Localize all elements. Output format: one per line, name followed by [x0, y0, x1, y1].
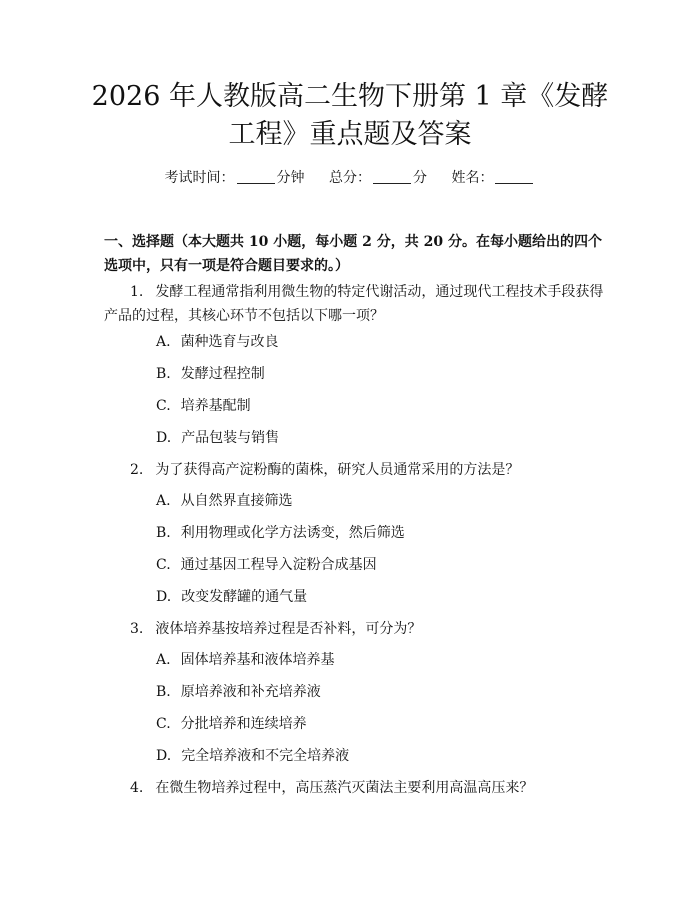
q3-option-c	[156, 714, 307, 734]
question-number: 4.	[130, 780, 144, 796]
option-letter: D.	[156, 748, 172, 764]
q1-option-c	[156, 396, 251, 416]
option-text: 完全培养液和不完全培养液	[181, 748, 350, 764]
option-text: 菌种选育与改良	[180, 334, 279, 350]
name-field	[451, 170, 535, 186]
option-letter: C.	[156, 716, 171, 732]
option-letter: B.	[156, 684, 171, 700]
total-score-field	[329, 170, 427, 186]
total-score-blank[interactable]	[373, 169, 411, 184]
question-1	[104, 280, 604, 328]
exam-info-line	[0, 168, 700, 188]
option-text: 改变发酵罐的通气量	[181, 589, 308, 605]
exam-time-field	[165, 170, 305, 186]
q1-option-a	[156, 332, 279, 352]
option-text: 分批培养和连续培养	[180, 716, 307, 732]
option-text: 通过基因工程导入淀粉合成基因	[180, 557, 377, 573]
option-letter: A.	[156, 334, 171, 350]
name-blank[interactable]	[495, 169, 533, 184]
exam-time-unit: 分钟	[276, 170, 305, 186]
q1-option-d	[156, 428, 279, 448]
question-2	[104, 458, 604, 482]
option-text: 培养基配制	[180, 398, 251, 414]
option-letter: C.	[156, 557, 171, 573]
section-heading: 一、选择题（本大题共 10 小题，每小题 2 分，共 20 分。在每小题给出的四个选项中，只有一项是符合题目要求的。）	[104, 234, 602, 274]
option-letter: D.	[156, 430, 172, 446]
total-score-unit: 分	[413, 170, 427, 186]
question-4	[104, 776, 604, 800]
question-number: 1.	[130, 284, 144, 300]
question-3	[104, 617, 604, 641]
q3-option-d	[156, 746, 349, 766]
option-text: 发酵过程控制	[180, 366, 265, 382]
name-label: 姓名：	[451, 170, 494, 186]
option-letter: C.	[156, 398, 171, 414]
exam-time-label: 考试时间：	[164, 170, 235, 186]
document-title: 2026 年人教版高二生物下册第 1 章《发酵工程》重点题及答案	[91, 81, 609, 150]
q2-option-a	[156, 491, 293, 511]
question-text: 发酵工程通常指利用微生物的特定代谢活动，通过现代工程技术手段获得产品的过程，其核心环节不包括以下哪一项？	[104, 284, 604, 324]
question-text: 在微生物培养过程中，高压蒸汽灭菌法主要利用高温高压来？	[155, 780, 534, 796]
q3-option-a	[156, 650, 335, 670]
question-text: 为了获得高产淀粉酶的菌株，研究人员通常采用的方法是？	[155, 462, 520, 478]
option-letter: B.	[156, 525, 171, 541]
option-text: 原培养液和补充培养液	[180, 684, 321, 700]
option-text: 从自然界直接筛选	[180, 493, 293, 509]
option-text: 固体培养基和液体培养基	[180, 652, 335, 668]
option-text: 产品包装与销售	[181, 430, 280, 446]
option-letter: D.	[156, 589, 172, 605]
option-text: 利用物理或化学方法诱变，然后筛选	[180, 525, 405, 541]
question-number: 3.	[130, 621, 144, 637]
total-score-label: 总分：	[329, 170, 371, 186]
question-number: 2.	[130, 462, 144, 478]
q2-option-c	[156, 555, 377, 575]
question-text: 液体培养基按培养过程是否补料，可分为？	[155, 621, 422, 637]
exam-time-blank[interactable]	[237, 169, 275, 184]
q1-option-b	[156, 364, 265, 384]
option-letter: A.	[156, 493, 171, 509]
option-letter: B.	[156, 366, 171, 382]
q2-option-d	[156, 587, 307, 607]
option-letter: A.	[156, 652, 171, 668]
q2-option-b	[156, 523, 405, 543]
q3-option-b	[156, 682, 321, 702]
